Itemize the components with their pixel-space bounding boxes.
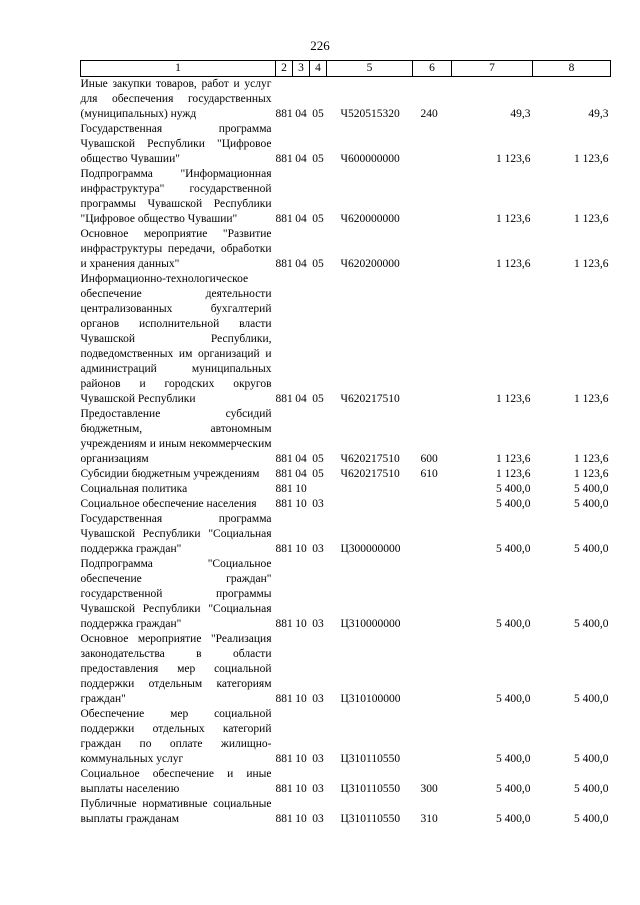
- row-amount-year-2: 1 123,6: [574, 258, 609, 270]
- row-admin-code: 881: [275, 693, 293, 705]
- row-name: Информационно-технологическое обеспечение деятельности централизованных бухгалтерий органов исполнительной власти Чувашской Республики, подведомственных им организаций и администраций муниципальных районов и городских округов Чувашской Республики: [80, 273, 272, 405]
- row-section: 04: [295, 213, 307, 225]
- row-target-code: Ц310110550: [340, 783, 401, 795]
- page-number: 226: [310, 38, 330, 53]
- row-section: 10: [295, 543, 307, 555]
- row-name: Обеспечение мер социальной поддержки отдельных категорий граждан по оплате жилищно-коммунальных услуг: [80, 708, 272, 765]
- table-row: [81, 77, 611, 123]
- row-amount-year-2: 1 123,6: [574, 453, 609, 465]
- row-name: Основное мероприятие "Развитие инфраструктуры передачи, обработки и хранения данных": [80, 228, 272, 270]
- row-amount-year-1: 5 400,0: [496, 618, 531, 630]
- row-name: Подпрограмма "Информационная инфраструктура" государственной программы Чувашской Республики "Цифровое общество Чувашии": [80, 168, 272, 225]
- table-row: [81, 797, 611, 827]
- row-name: Основное мероприятие "Реализация законодательства в области предоставления мер социальной поддержки отдельным категориям граждан": [80, 633, 272, 705]
- row-admin-code: 881: [275, 543, 293, 555]
- row-expense-type: [413, 167, 452, 227]
- row-subsection: 03: [312, 693, 324, 705]
- row-subsection: 05: [312, 468, 324, 480]
- row-amount-year-1: 5 400,0: [496, 693, 531, 705]
- row-section: 04: [295, 453, 307, 465]
- row-target-code: Ч520515320: [340, 108, 400, 120]
- row-expense-type: [413, 272, 452, 407]
- row-expense-type: [413, 497, 452, 512]
- row-name: Подпрограмма "Социальное обеспечение граждан" государственной программы Чувашской Республики "Социальная поддержка граждан": [80, 558, 272, 630]
- row-subsection: 03: [312, 813, 324, 825]
- row-admin-code: 881: [275, 618, 293, 630]
- row-section: 04: [295, 258, 307, 270]
- table-row: [81, 272, 611, 407]
- row-expense-type: [413, 632, 452, 707]
- row-subsection: 03: [312, 783, 324, 795]
- row-amount-year-2: 1 123,6: [574, 153, 609, 165]
- row-admin-code: 881: [275, 753, 293, 765]
- row-name: Публичные нормативные социальные выплаты гражданам: [80, 798, 272, 825]
- row-amount-year-2: 5 400,0: [574, 783, 609, 795]
- table-row: [81, 407, 611, 467]
- row-name: Предоставление субсидий бюджетным, автономным учреждениям и иным некоммерческим организациям: [80, 408, 272, 465]
- row-subsection: 03: [312, 498, 324, 510]
- row-section: 10: [295, 753, 307, 765]
- table-row: [81, 467, 611, 482]
- row-amount-year-1: 5 400,0: [496, 498, 531, 510]
- row-section: 04: [295, 108, 307, 120]
- row-amount-year-1: 5 400,0: [496, 813, 531, 825]
- table-row: [81, 557, 611, 632]
- row-target-code: Ч620217510: [340, 468, 400, 480]
- row-subsection: [310, 482, 327, 497]
- row-section: 10: [295, 483, 307, 495]
- row-admin-code: 881: [275, 393, 293, 405]
- row-target-code: Ц310000000: [340, 618, 401, 630]
- row-amount-year-1: 5 400,0: [496, 783, 531, 795]
- row-expense-type: 600: [420, 453, 438, 465]
- row-target-code: Ч620217510: [340, 453, 400, 465]
- row-subsection: 03: [312, 543, 324, 555]
- row-expense-type: [413, 557, 452, 632]
- row-amount-year-1: 1 123,6: [496, 453, 531, 465]
- row-amount-year-1: 1 123,6: [496, 258, 531, 270]
- header-col-6: 6: [413, 61, 452, 77]
- row-admin-code: 881: [275, 468, 293, 480]
- row-amount-year-2: 5 400,0: [574, 618, 609, 630]
- table-body: [81, 77, 611, 828]
- row-target-code: Ч620217510: [340, 393, 400, 405]
- row-section: 10: [295, 498, 307, 510]
- row-amount-year-2: 5 400,0: [574, 753, 609, 765]
- row-name: Государственная программа Чувашской Республики "Цифровое общество Чувашии": [80, 123, 272, 165]
- row-admin-code: 881: [275, 453, 293, 465]
- header-col-1: 1: [81, 61, 276, 77]
- row-name: Социальное обеспечение населения: [80, 498, 257, 510]
- row-amount-year-2: 49,3: [588, 108, 609, 120]
- row-section: 10: [295, 618, 307, 630]
- row-target-code: [327, 482, 413, 497]
- row-section: 04: [295, 153, 307, 165]
- row-name: Социальная политика: [80, 483, 188, 495]
- row-name: Субсидии бюджетным учреждениям: [80, 468, 260, 480]
- row-target-code: Ч620200000: [340, 258, 400, 270]
- table-row: [81, 767, 611, 797]
- row-admin-code: 881: [275, 483, 293, 495]
- row-target-code: [327, 497, 413, 512]
- row-section: 10: [295, 813, 307, 825]
- row-amount-year-1: 1 123,6: [496, 393, 531, 405]
- table-row: [81, 512, 611, 557]
- row-amount-year-2: 1 123,6: [574, 213, 609, 225]
- row-target-code: Ц310110550: [340, 753, 401, 765]
- table-row: [81, 497, 611, 512]
- row-admin-code: 881: [275, 108, 293, 120]
- row-subsection: 05: [312, 153, 324, 165]
- row-subsection: 03: [312, 618, 324, 630]
- row-target-code: Ц300000000: [340, 543, 401, 555]
- row-subsection: 05: [312, 453, 324, 465]
- table-row: [81, 707, 611, 767]
- row-section: 10: [295, 783, 307, 795]
- row-name: Государственная программа Чувашской Республики "Социальная поддержка граждан": [80, 513, 272, 555]
- row-amount-year-2: 5 400,0: [574, 813, 609, 825]
- row-admin-code: 881: [275, 783, 293, 795]
- row-target-code: Ч620000000: [340, 213, 400, 225]
- row-expense-type: 310: [420, 813, 438, 825]
- row-expense-type: [413, 707, 452, 767]
- row-target-code: Ц310100000: [340, 693, 401, 705]
- row-subsection: 05: [312, 393, 324, 405]
- row-subsection: 05: [312, 108, 324, 120]
- row-admin-code: 881: [275, 813, 293, 825]
- row-admin-code: 881: [275, 213, 293, 225]
- table-row: [81, 122, 611, 167]
- row-amount-year-2: 5 400,0: [574, 483, 609, 495]
- row-name: Иные закупки товаров, работ и услуг для обеспечения государственных (муниципальных) нужд: [80, 78, 272, 120]
- row-amount-year-2: 5 400,0: [574, 543, 609, 555]
- row-amount-year-2: 1 123,6: [574, 393, 609, 405]
- row-name: Социальное обеспечение и иные выплаты населению: [80, 768, 272, 795]
- budget-table: [80, 60, 611, 827]
- row-target-code: Ч600000000: [340, 153, 400, 165]
- row-amount-year-1: 49,3: [510, 108, 531, 120]
- row-section: 04: [295, 393, 307, 405]
- header-col-5: 5: [327, 61, 413, 77]
- table-row: [81, 167, 611, 227]
- row-amount-year-2: 1 123,6: [574, 468, 609, 480]
- row-admin-code: 881: [275, 258, 293, 270]
- row-expense-type: 300: [420, 783, 438, 795]
- row-amount-year-1: 1 123,6: [496, 213, 531, 225]
- header-col-2: 2: [276, 61, 293, 77]
- row-amount-year-2: 5 400,0: [574, 498, 609, 510]
- header-row: [81, 61, 611, 77]
- row-target-code: Ц310110550: [340, 813, 401, 825]
- header-col-7: 7: [452, 61, 533, 77]
- row-amount-year-2: 5 400,0: [574, 693, 609, 705]
- row-amount-year-1: 1 123,6: [496, 153, 531, 165]
- row-amount-year-1: 1 123,6: [496, 468, 531, 480]
- header-col-4: 4: [310, 61, 327, 77]
- row-expense-type: 240: [420, 108, 438, 120]
- row-expense-type: [413, 227, 452, 272]
- row-section: 04: [295, 468, 307, 480]
- row-amount-year-1: 5 400,0: [496, 753, 531, 765]
- row-admin-code: 881: [275, 153, 293, 165]
- table-row: [81, 632, 611, 707]
- row-amount-year-1: 5 400,0: [496, 483, 531, 495]
- header-col-3: 3: [293, 61, 310, 77]
- row-amount-year-1: 5 400,0: [496, 543, 531, 555]
- row-subsection: 05: [312, 213, 324, 225]
- header-col-8: 8: [533, 61, 611, 77]
- row-expense-type: [413, 122, 452, 167]
- table-row: [81, 482, 611, 497]
- table-row: [81, 227, 611, 272]
- row-expense-type: [413, 482, 452, 497]
- row-admin-code: 881: [275, 498, 293, 510]
- row-section: 10: [295, 693, 307, 705]
- row-expense-type: 610: [420, 468, 438, 480]
- row-subsection: 05: [312, 258, 324, 270]
- row-expense-type: [413, 512, 452, 557]
- row-subsection: 03: [312, 753, 324, 765]
